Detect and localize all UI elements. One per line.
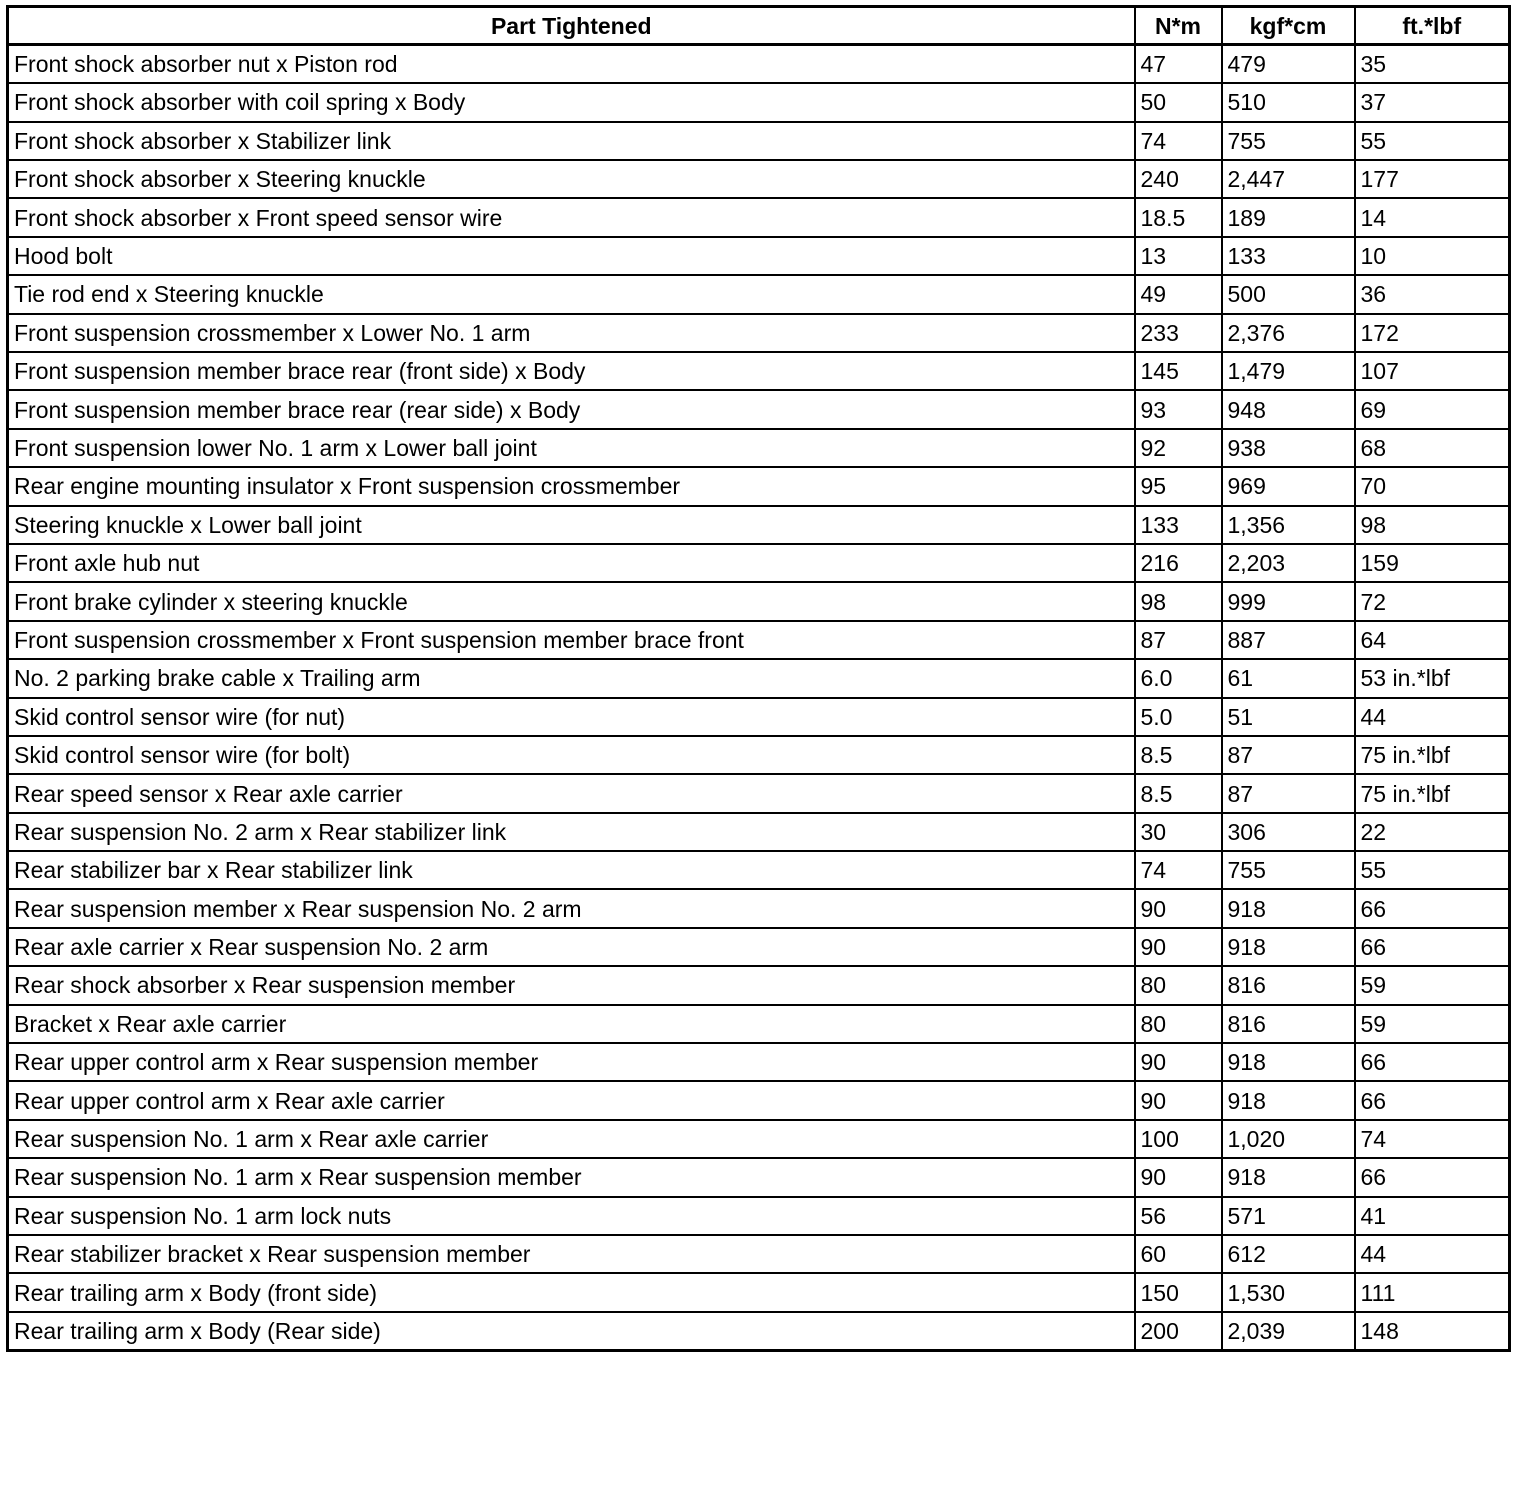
cell-nm: 98 <box>1135 582 1222 620</box>
cell-ft-lbf: 66 <box>1355 1043 1510 1081</box>
table-row <box>8 544 1510 582</box>
cell-kgf-cm: 133 <box>1222 237 1355 275</box>
table-row <box>8 966 1510 1004</box>
cell-kgf-cm: 2,039 <box>1222 1312 1355 1350</box>
cell-nm: 6.0 <box>1135 659 1222 697</box>
cell-ft-lbf: 44 <box>1355 698 1510 736</box>
table-row <box>8 698 1510 736</box>
table-row <box>8 198 1510 236</box>
cell-kgf-cm: 189 <box>1222 198 1355 236</box>
cell-kgf-cm: 51 <box>1222 698 1355 736</box>
cell-kgf-cm: 1,356 <box>1222 506 1355 544</box>
cell-ft-lbf: 41 <box>1355 1197 1510 1235</box>
cell-kgf-cm: 306 <box>1222 813 1355 851</box>
cell-part: Rear suspension No. 1 arm x Rear axle carrier <box>8 1120 1135 1158</box>
header-row <box>8 7 1510 45</box>
table-row <box>8 390 1510 428</box>
cell-ft-lbf: 66 <box>1355 1158 1510 1196</box>
cell-part: Skid control sensor wire (for bolt) <box>8 736 1135 774</box>
cell-nm: 95 <box>1135 467 1222 505</box>
cell-part: Front shock absorber nut x Piston rod <box>8 45 1135 83</box>
cell-ft-lbf: 37 <box>1355 83 1510 121</box>
header-kgf-cm: kgf*cm <box>1222 7 1355 45</box>
table-row <box>8 506 1510 544</box>
cell-ft-lbf: 64 <box>1355 621 1510 659</box>
header-nm: N*m <box>1135 7 1222 45</box>
table-row <box>8 429 1510 467</box>
cell-part: Front suspension member brace rear (rear side) x Body <box>8 390 1135 428</box>
cell-part: Front axle hub nut <box>8 544 1135 582</box>
cell-ft-lbf: 159 <box>1355 544 1510 582</box>
cell-nm: 240 <box>1135 160 1222 198</box>
cell-nm: 90 <box>1135 928 1222 966</box>
cell-ft-lbf: 53 in.*lbf <box>1355 659 1510 697</box>
table-row <box>8 1158 1510 1196</box>
cell-part: Rear speed sensor x Rear axle carrier <box>8 774 1135 812</box>
table-body <box>8 45 1510 1350</box>
cell-part: Rear suspension No. 2 arm x Rear stabilizer link <box>8 813 1135 851</box>
cell-ft-lbf: 55 <box>1355 122 1510 160</box>
cell-ft-lbf: 59 <box>1355 1005 1510 1043</box>
cell-part: Rear trailing arm x Body (Rear side) <box>8 1312 1135 1350</box>
cell-part: Rear shock absorber x Rear suspension member <box>8 966 1135 1004</box>
cell-part: Bracket x Rear axle carrier <box>8 1005 1135 1043</box>
table-row <box>8 1312 1510 1350</box>
cell-part: Front suspension member brace rear (front side) x Body <box>8 352 1135 390</box>
table-row <box>8 889 1510 927</box>
table-row <box>8 352 1510 390</box>
table-row <box>8 1043 1510 1081</box>
cell-nm: 100 <box>1135 1120 1222 1158</box>
cell-ft-lbf: 10 <box>1355 237 1510 275</box>
cell-part: Rear suspension No. 1 arm x Rear suspension member <box>8 1158 1135 1196</box>
cell-ft-lbf: 177 <box>1355 160 1510 198</box>
table-row <box>8 45 1510 83</box>
cell-ft-lbf: 98 <box>1355 506 1510 544</box>
cell-nm: 80 <box>1135 966 1222 1004</box>
cell-nm: 8.5 <box>1135 736 1222 774</box>
cell-nm: 18.5 <box>1135 198 1222 236</box>
table-row <box>8 659 1510 697</box>
cell-nm: 216 <box>1135 544 1222 582</box>
cell-part: Tie rod end x Steering knuckle <box>8 275 1135 313</box>
cell-ft-lbf: 75 in.*lbf <box>1355 736 1510 774</box>
cell-nm: 90 <box>1135 1158 1222 1196</box>
cell-ft-lbf: 55 <box>1355 851 1510 889</box>
cell-nm: 80 <box>1135 1005 1222 1043</box>
cell-nm: 150 <box>1135 1273 1222 1311</box>
cell-nm: 5.0 <box>1135 698 1222 736</box>
cell-nm: 90 <box>1135 889 1222 927</box>
cell-nm: 47 <box>1135 45 1222 83</box>
cell-part: Rear axle carrier x Rear suspension No. 2 arm <box>8 928 1135 966</box>
cell-part: Front suspension lower No. 1 arm x Lower ball joint <box>8 429 1135 467</box>
cell-ft-lbf: 69 <box>1355 390 1510 428</box>
table-row <box>8 851 1510 889</box>
header-part-tightened: Part Tightened <box>8 7 1135 45</box>
table-row <box>8 736 1510 774</box>
cell-part: Front shock absorber x Front speed sensor wire <box>8 198 1135 236</box>
cell-nm: 74 <box>1135 851 1222 889</box>
cell-ft-lbf: 70 <box>1355 467 1510 505</box>
cell-kgf-cm: 1,020 <box>1222 1120 1355 1158</box>
cell-nm: 145 <box>1135 352 1222 390</box>
cell-part: Rear suspension member x Rear suspension No. 2 arm <box>8 889 1135 927</box>
cell-kgf-cm: 918 <box>1222 1043 1355 1081</box>
cell-part: Rear trailing arm x Body (front side) <box>8 1273 1135 1311</box>
cell-ft-lbf: 75 in.*lbf <box>1355 774 1510 812</box>
torque-specifications-table <box>6 5 1511 1352</box>
cell-ft-lbf: 148 <box>1355 1312 1510 1350</box>
cell-kgf-cm: 999 <box>1222 582 1355 620</box>
cell-nm: 93 <box>1135 390 1222 428</box>
cell-nm: 8.5 <box>1135 774 1222 812</box>
table-row <box>8 275 1510 313</box>
cell-part: Hood bolt <box>8 237 1135 275</box>
cell-nm: 87 <box>1135 621 1222 659</box>
table-row <box>8 122 1510 160</box>
cell-nm: 133 <box>1135 506 1222 544</box>
table-row <box>8 83 1510 121</box>
cell-part: Rear upper control arm x Rear suspension member <box>8 1043 1135 1081</box>
cell-part: Front shock absorber x Steering knuckle <box>8 160 1135 198</box>
cell-ft-lbf: 66 <box>1355 889 1510 927</box>
cell-kgf-cm: 1,479 <box>1222 352 1355 390</box>
cell-ft-lbf: 59 <box>1355 966 1510 1004</box>
cell-part: Front suspension crossmember x Front suspension member brace front <box>8 621 1135 659</box>
cell-part: Skid control sensor wire (for nut) <box>8 698 1135 736</box>
cell-ft-lbf: 74 <box>1355 1120 1510 1158</box>
cell-ft-lbf: 35 <box>1355 45 1510 83</box>
cell-kgf-cm: 938 <box>1222 429 1355 467</box>
cell-kgf-cm: 2,447 <box>1222 160 1355 198</box>
table-row <box>8 582 1510 620</box>
cell-kgf-cm: 969 <box>1222 467 1355 505</box>
cell-part: Rear upper control arm x Rear axle carrier <box>8 1081 1135 1119</box>
cell-kgf-cm: 571 <box>1222 1197 1355 1235</box>
cell-nm: 13 <box>1135 237 1222 275</box>
table-row <box>8 314 1510 352</box>
cell-ft-lbf: 107 <box>1355 352 1510 390</box>
table-row <box>8 160 1510 198</box>
table-row <box>8 1197 1510 1235</box>
cell-part: Rear stabilizer bar x Rear stabilizer link <box>8 851 1135 889</box>
cell-ft-lbf: 14 <box>1355 198 1510 236</box>
cell-nm: 49 <box>1135 275 1222 313</box>
cell-kgf-cm: 755 <box>1222 122 1355 160</box>
table-row <box>8 1005 1510 1043</box>
table-row <box>8 928 1510 966</box>
cell-part: Front brake cylinder x steering knuckle <box>8 582 1135 620</box>
cell-kgf-cm: 500 <box>1222 275 1355 313</box>
cell-kgf-cm: 87 <box>1222 774 1355 812</box>
cell-part: No. 2 parking brake cable x Trailing arm <box>8 659 1135 697</box>
cell-ft-lbf: 68 <box>1355 429 1510 467</box>
cell-kgf-cm: 918 <box>1222 928 1355 966</box>
cell-kgf-cm: 816 <box>1222 966 1355 1004</box>
table-row <box>8 1120 1510 1158</box>
cell-part: Front shock absorber x Stabilizer link <box>8 122 1135 160</box>
cell-part: Front shock absorber with coil spring x Body <box>8 83 1135 121</box>
cell-part: Steering knuckle x Lower ball joint <box>8 506 1135 544</box>
cell-kgf-cm: 2,376 <box>1222 314 1355 352</box>
cell-nm: 56 <box>1135 1197 1222 1235</box>
cell-nm: 200 <box>1135 1312 1222 1350</box>
cell-kgf-cm: 918 <box>1222 1158 1355 1196</box>
cell-ft-lbf: 111 <box>1355 1273 1510 1311</box>
cell-kgf-cm: 948 <box>1222 390 1355 428</box>
table-header <box>8 7 1510 45</box>
table-row <box>8 1235 1510 1273</box>
table-row <box>8 1273 1510 1311</box>
cell-nm: 233 <box>1135 314 1222 352</box>
cell-kgf-cm: 816 <box>1222 1005 1355 1043</box>
cell-kgf-cm: 887 <box>1222 621 1355 659</box>
table-row <box>8 237 1510 275</box>
table-row <box>8 774 1510 812</box>
cell-kgf-cm: 918 <box>1222 1081 1355 1119</box>
cell-kgf-cm: 510 <box>1222 83 1355 121</box>
cell-part: Rear engine mounting insulator x Front suspension crossmember <box>8 467 1135 505</box>
cell-ft-lbf: 66 <box>1355 928 1510 966</box>
table-row <box>8 813 1510 851</box>
cell-nm: 90 <box>1135 1043 1222 1081</box>
cell-ft-lbf: 172 <box>1355 314 1510 352</box>
cell-part: Front suspension crossmember x Lower No. 1 arm <box>8 314 1135 352</box>
cell-kgf-cm: 918 <box>1222 889 1355 927</box>
cell-nm: 30 <box>1135 813 1222 851</box>
cell-ft-lbf: 66 <box>1355 1081 1510 1119</box>
cell-nm: 74 <box>1135 122 1222 160</box>
cell-nm: 60 <box>1135 1235 1222 1273</box>
cell-ft-lbf: 22 <box>1355 813 1510 851</box>
cell-kgf-cm: 612 <box>1222 1235 1355 1273</box>
cell-part: Rear suspension No. 1 arm lock nuts <box>8 1197 1135 1235</box>
cell-part: Rear stabilizer bracket x Rear suspension member <box>8 1235 1135 1273</box>
cell-ft-lbf: 72 <box>1355 582 1510 620</box>
table-row <box>8 467 1510 505</box>
cell-kgf-cm: 1,530 <box>1222 1273 1355 1311</box>
cell-nm: 92 <box>1135 429 1222 467</box>
header-ft-lbf: ft.*lbf <box>1355 7 1510 45</box>
cell-kgf-cm: 479 <box>1222 45 1355 83</box>
cell-kgf-cm: 2,203 <box>1222 544 1355 582</box>
cell-ft-lbf: 36 <box>1355 275 1510 313</box>
cell-kgf-cm: 755 <box>1222 851 1355 889</box>
table-row <box>8 1081 1510 1119</box>
cell-kgf-cm: 87 <box>1222 736 1355 774</box>
table-row <box>8 621 1510 659</box>
cell-nm: 90 <box>1135 1081 1222 1119</box>
cell-ft-lbf: 44 <box>1355 1235 1510 1273</box>
cell-kgf-cm: 61 <box>1222 659 1355 697</box>
cell-nm: 50 <box>1135 83 1222 121</box>
